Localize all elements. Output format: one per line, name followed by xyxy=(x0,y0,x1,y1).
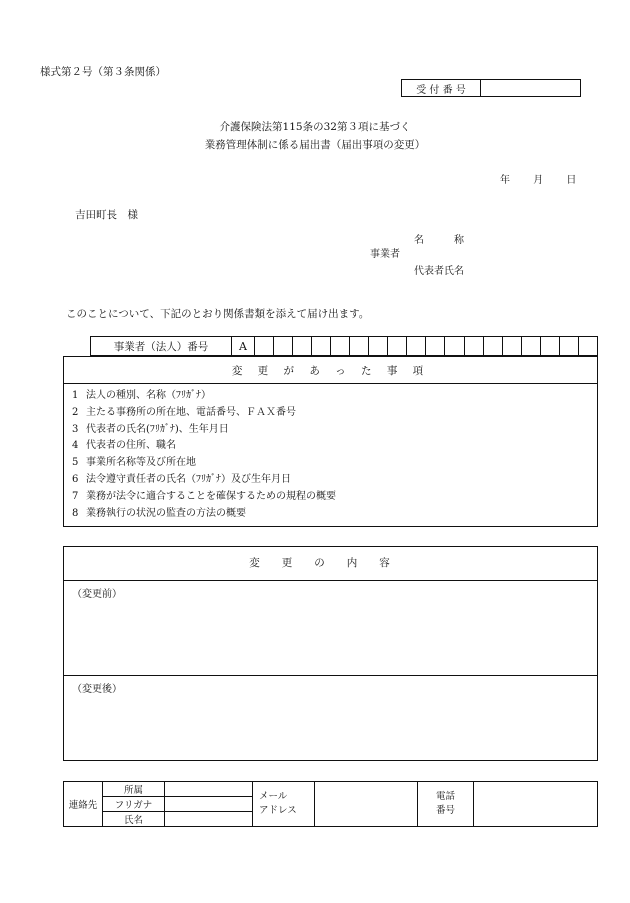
changed-item[interactable] xyxy=(64,506,597,523)
changed-item-text: 法令遵守責任者の氏名（ﾌﾘｶﾞﾅ）及び生年月日 xyxy=(86,473,291,485)
date-month-label: 月 xyxy=(533,175,544,186)
reception-number-box xyxy=(401,79,581,97)
changed-item-number: 3 xyxy=(72,423,79,435)
name-label: 氏名 xyxy=(103,812,165,827)
addressee: 吉田町長 様 xyxy=(75,209,138,221)
form-title-line2: 業務管理体制に係る届出書（届出事項の変更） xyxy=(204,139,426,151)
business-operator-label: 事業者 xyxy=(370,249,400,260)
business-number-digit[interactable] xyxy=(274,337,293,356)
business-number-digit[interactable] xyxy=(502,337,521,356)
furigana-field[interactable] xyxy=(165,797,253,812)
business-number-digit[interactable] xyxy=(388,337,407,356)
business-number-digit[interactable] xyxy=(369,337,388,356)
changed-item-number: 5 xyxy=(72,457,79,469)
business-number-digit[interactable] xyxy=(521,337,540,356)
submission-date[interactable] xyxy=(500,171,576,186)
change-before-area[interactable] xyxy=(64,581,597,676)
email-label xyxy=(253,782,315,827)
phone-label-line1: 電話 xyxy=(435,791,455,802)
furigana-label: フリガナ xyxy=(103,797,165,812)
reception-number-field[interactable] xyxy=(481,80,581,97)
email-field[interactable] xyxy=(315,782,418,827)
business-number-row xyxy=(90,336,598,356)
business-number-digit[interactable] xyxy=(540,337,559,356)
contact-table xyxy=(63,781,598,827)
representative-name-label: 代表者氏名 xyxy=(414,266,464,277)
changed-item-text: 法人の種別、名称（ﾌﾘｶﾞﾅ） xyxy=(86,390,211,401)
business-number-digit[interactable] xyxy=(293,337,312,356)
change-content-header: 変更の内容 xyxy=(64,547,597,581)
email-label-line2: アドレス xyxy=(259,805,297,816)
date-year-label: 年 xyxy=(500,175,510,186)
changed-item-text: 主たる事務所の所在地、電話番号、ＦＡＸ番号 xyxy=(86,406,296,418)
business-number-label: 事業者（法人）番号 xyxy=(91,337,232,356)
changed-item[interactable] xyxy=(64,455,597,472)
changed-item-text: 代表者の住所、職名 xyxy=(86,440,176,452)
contact-label: 連絡先 xyxy=(64,782,103,827)
changed-item-number: 6 xyxy=(72,473,79,485)
business-number-digit[interactable] xyxy=(255,337,274,356)
changed-item-text: 代表者の氏名(ﾌﾘｶﾞﾅ)、生年月日 xyxy=(86,423,229,435)
business-number-digit[interactable] xyxy=(559,337,578,356)
form-title-line1: 介護保険法第115条の32第３項に基づく xyxy=(219,121,411,133)
change-after-label: （変更後） xyxy=(72,684,122,695)
phone-field[interactable] xyxy=(474,782,598,827)
form-number: 様式第２号（第３条関係） xyxy=(40,66,166,78)
business-name-label: 名 称 xyxy=(414,235,464,246)
changed-item[interactable] xyxy=(64,405,597,422)
changed-item[interactable] xyxy=(64,438,597,455)
changed-item-text: 事業所名称等及び所在地 xyxy=(86,457,196,469)
changed-item[interactable] xyxy=(64,388,597,405)
business-number-digit[interactable] xyxy=(426,337,445,356)
business-number-digit[interactable] xyxy=(445,337,464,356)
business-number-prefix: A xyxy=(232,337,255,356)
reception-number-label: 受 付 番 号 xyxy=(402,80,481,97)
changed-item[interactable] xyxy=(64,422,597,439)
changed-items-header: 変 更 が あ っ た 事 項 xyxy=(64,357,598,384)
business-number-digit[interactable] xyxy=(407,337,426,356)
business-number-digit[interactable] xyxy=(483,337,502,356)
phone-label-line2: 番号 xyxy=(435,805,455,816)
affiliation-label: 所属 xyxy=(103,782,165,797)
changed-item-number: 4 xyxy=(72,440,79,452)
changed-item-number: 1 xyxy=(72,390,79,401)
change-before-label: （変更前） xyxy=(72,589,122,600)
changed-item-text: 業務執行の状況の監査の方法の概要 xyxy=(86,507,246,519)
business-number-digit[interactable] xyxy=(578,337,597,356)
phone-label xyxy=(418,782,474,827)
changed-items-header-box xyxy=(63,356,598,384)
changed-item-number: 8 xyxy=(72,507,79,519)
changed-item-number: 7 xyxy=(72,490,79,502)
date-day-label: 日 xyxy=(566,175,577,186)
changed-item-number: 2 xyxy=(72,406,79,418)
affiliation-field[interactable] xyxy=(165,782,253,797)
business-number-digit[interactable] xyxy=(464,337,483,356)
business-number-digit[interactable] xyxy=(331,337,350,356)
changed-items-list xyxy=(63,384,598,527)
changed-item-text: 業務が法令に適合することを確保するための規程の概要 xyxy=(86,490,336,502)
change-after-area[interactable] xyxy=(64,676,597,699)
email-label-line1: メール xyxy=(259,791,288,802)
change-content-box xyxy=(63,546,598,761)
changed-item[interactable] xyxy=(64,472,597,489)
intro-text: このことについて、下記のとおり関係書類を添えて届け出ます。 xyxy=(66,308,370,320)
business-number-digit[interactable] xyxy=(312,337,331,356)
business-number-digit[interactable] xyxy=(350,337,369,356)
name-field[interactable] xyxy=(165,812,253,827)
changed-item[interactable] xyxy=(64,489,597,506)
